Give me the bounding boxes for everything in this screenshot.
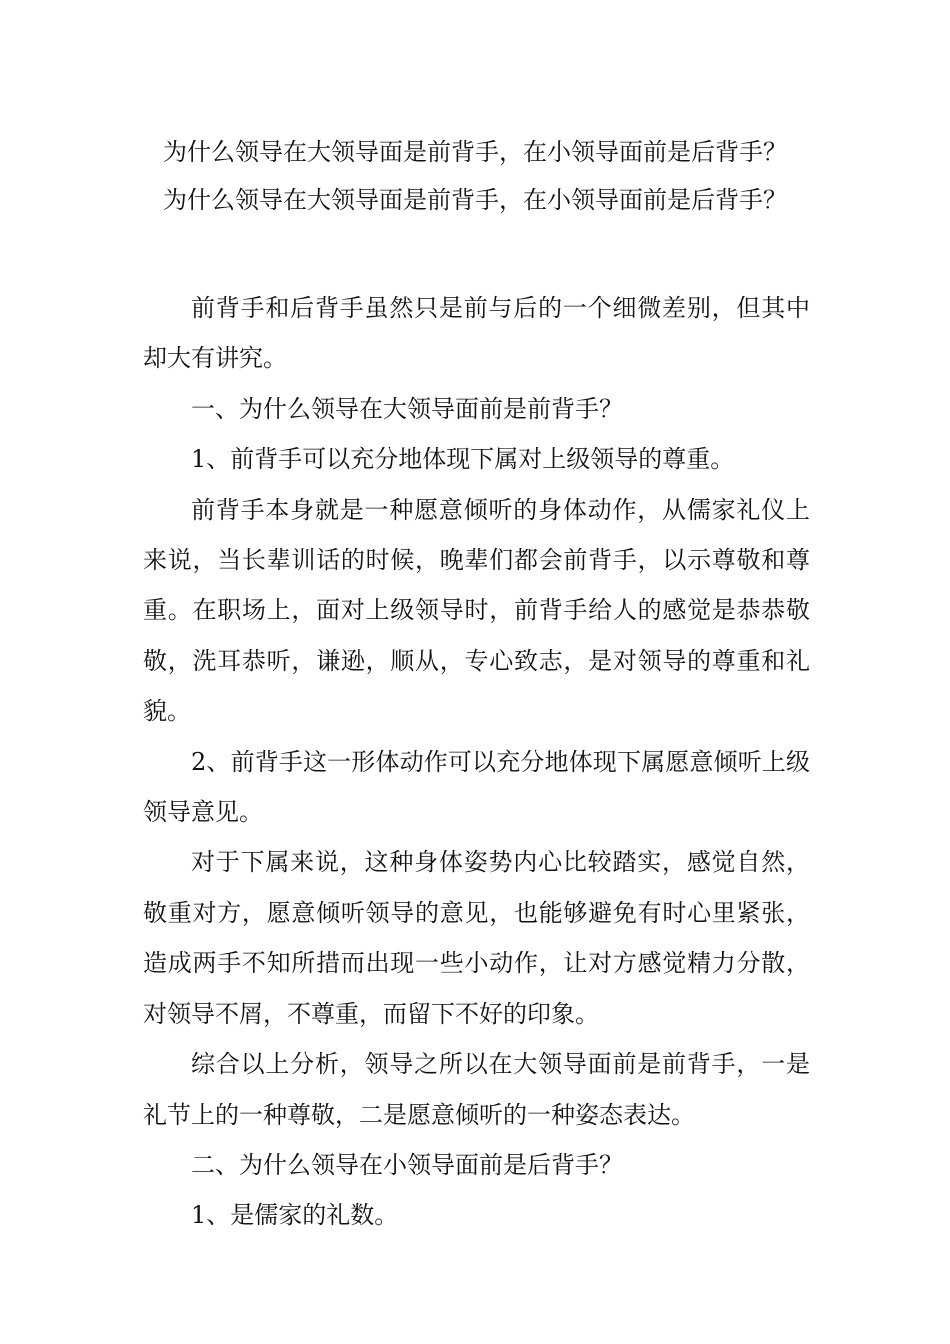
- section-heading-1: 一、为什么领导在大领导面前是前背手？: [191, 394, 623, 423]
- section-heading-2: 二、为什么领导在小领导面前是后背手？: [191, 1150, 623, 1179]
- point-heading-1-2: 2、前背手这一形体动作可以充分地体现下属愿意倾听上级领导意见。: [143, 747, 810, 827]
- document-title-repeat: 为什么领导在大领导面是前背手，在小领导面前是后背手？: [163, 186, 787, 214]
- point-heading-1-1: 1、前背手可以充分地体现下属对上级领导的尊重。: [191, 445, 735, 474]
- document-body: [143, 283, 810, 1241]
- paragraph-1-1: 前背手本身就是一种愿意倾听的身体动作，从儒家礼仪上来说，当长辈训话的时候，晚辈们都会前背手，以示尊敬和尊重。在职场上，面对上级领导时，前背手给人的感觉是恭恭敬敬，洗耳恭听，谦逊，顺从，专心致志，是对领导的尊重和礼貌。: [143, 495, 810, 726]
- paragraph-summary: 综合以上分析，领导之所以在大领导面前是前背手，一是礼节上的一种尊敬，二是愿意倾听的一种姿态表达。: [143, 1050, 810, 1129]
- document-title: 为什么领导在大领导面是前背手，在小领导面前是后背手？: [163, 138, 787, 166]
- paragraph-1-2: 对于下属来说，这种身体姿势内心比较踏实，感觉自然，敬重对方，愿意倾听领导的意见，也能够避免有时心里紧张，造成两手不知所措而出现一些小动作，让对方感觉精力分散，对领导不屑，不尊重，而留下不好的印象。: [143, 848, 810, 1028]
- paragraph-intro: 前背手和后背手虽然只是前与后的一个细微差别，但其中却大有讲究。: [143, 294, 810, 373]
- point-heading-2-1: 1、是儒家的礼数。: [191, 1201, 399, 1230]
